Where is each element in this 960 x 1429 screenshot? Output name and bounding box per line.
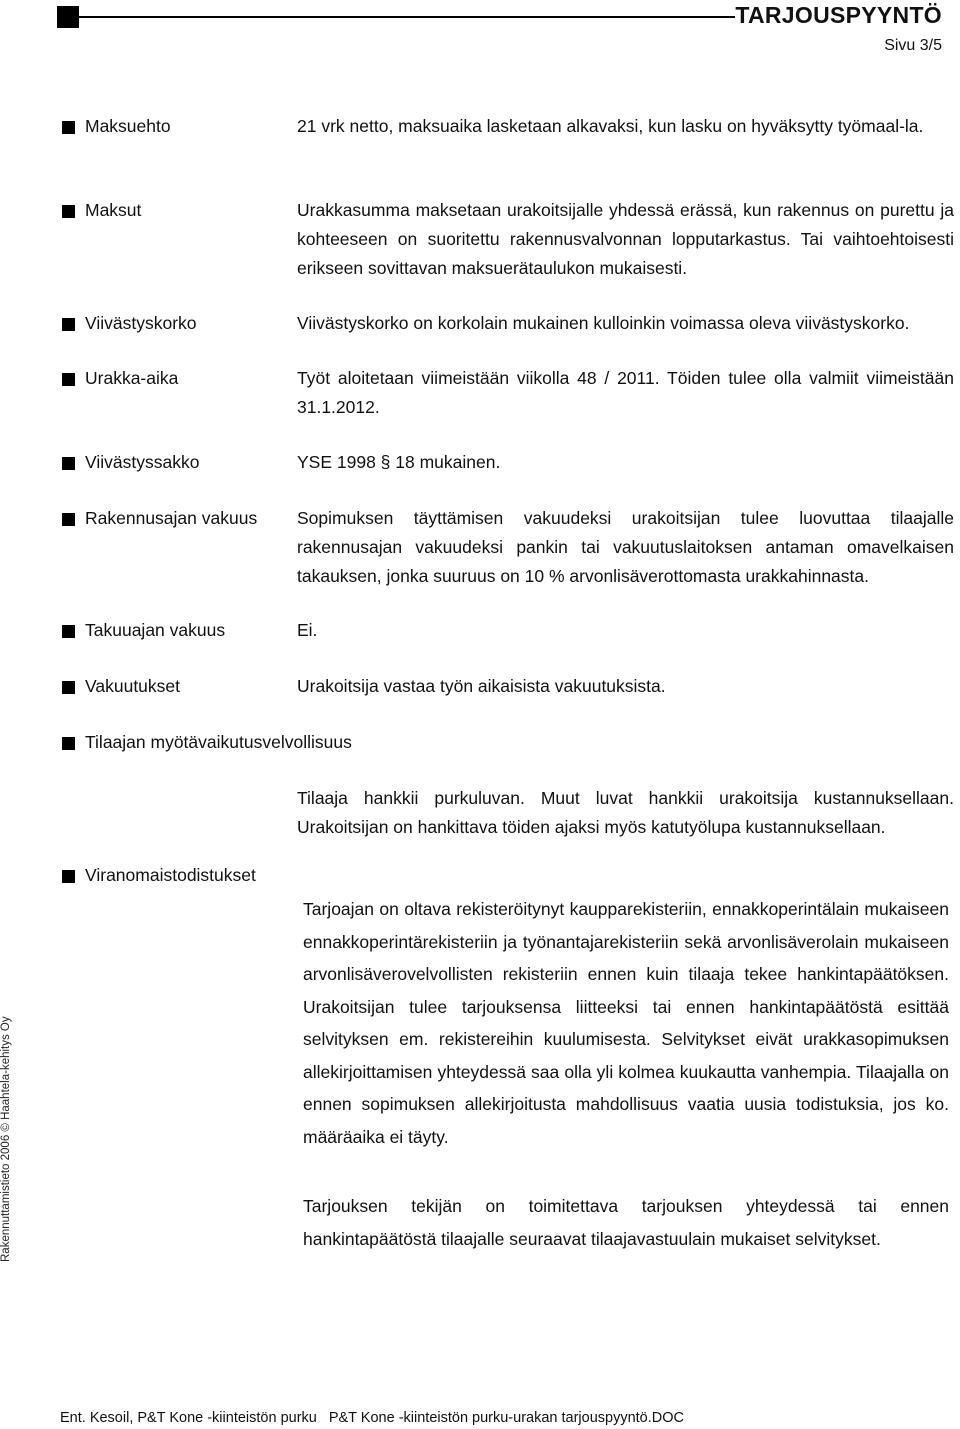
section-label-maksut: Maksut — [85, 200, 142, 220]
section-text-viranomaistodistukset-1: Tarjoajan on oltava rekisteröitynyt kaupparekisteriin, ennakkoperintälain mukaiseen ennakkoperintärekisteriin ja työnantajarekisteriin sekä arvonlisäverolain mukaiseen arvonlisäverovelvollisten rekisteriin ennen kuin tilaaja tekee hankintapäätöksen. Urakoitsijan tulee tarjouksensa liitteeksi tai ennen hankintapäätöstä esittää selvityksen em. rekistereihin kuulumisesta. Selvitykset eivät urakkasopimuksen allekirjoittamisen yhteydessä saa olla yli kolmea kuukautta vanhempia. Tilaajalla on ennen sopimuksen allekirjoitusta mahdollisuus vaatia uusia todistuksia, jos ko. määräaika ei täyty. — [303, 899, 949, 1147]
sidebar-credit: Rakennuttamistieto 2006 © Haahtela-kehitys Oy — [0, 1016, 12, 1262]
section-label-viivastyskorko: Viivästyskorko — [85, 313, 197, 333]
bullet-icon — [62, 870, 75, 883]
section-text-maksuehto: 21 vrk netto, maksuaika lasketaan alkavaksi, kun lasku on hyväksytty työmaal-la. — [297, 116, 924, 136]
section-label-vakuutukset: Vakuutukset — [85, 676, 181, 696]
bullet-icon — [62, 513, 75, 526]
section-text-urakka-aika: Työt aloitetaan viimeistään viikolla 48 / 2011. Töiden tulee olla valmiit viimeistään 31.1.2012. — [297, 368, 954, 417]
section-text-viivastyskorko: Viivästyskorko on korkolain mukainen kulloinkin voimassa oleva viivästyskorko. — [297, 313, 910, 333]
section-text-vakuutukset: Urakoitsija vastaa työn aikaisista vakuutuksista. — [297, 676, 666, 696]
bullet-icon — [62, 457, 75, 470]
document-title: TARJOUSPYYNTÖ — [735, 2, 942, 28]
section-label-urakka-aika: Urakka-aika — [85, 368, 179, 388]
section-label-rakennusajan-vakuus: Rakennusajan vakuus — [85, 508, 258, 528]
section-text-viranomaistodistukset-2: Tarjouksen tekijän on toimitettava tarjouksen yhteydessä tai ennen hankintapäätöstä tilaajalle seuraavat tilaajavastuulain mukaiset selvitykset. — [303, 1196, 949, 1249]
footer — [60, 1410, 696, 1426]
header-rule — [79, 16, 735, 18]
section-label-viivastyssakko: Viivästyssakko — [85, 452, 200, 472]
bullet-icon — [62, 318, 75, 331]
footer-right: P&T Kone -kiinteistön purku-urakan tarjouspyyntö.DOC — [328, 1410, 684, 1426]
bullet-icon — [62, 205, 75, 218]
footer-left: Ent. Kesoil, P&T Kone -kiinteistön purku — [60, 1410, 317, 1426]
bullet-icon — [62, 121, 75, 134]
bullet-icon — [62, 681, 75, 694]
header-square-icon — [57, 6, 79, 28]
page-number: Sivu 3/5 — [884, 37, 942, 54]
section-label-maksuehto: Maksuehto — [85, 116, 171, 136]
section-label-viranomaistodistukset: Viranomaistodistukset — [85, 865, 256, 885]
section-text-viivastyssakko: YSE 1998 § 18 mukainen. — [297, 452, 501, 472]
bullet-icon — [62, 737, 75, 750]
bullet-icon — [62, 625, 75, 638]
section-label-tilaajan-myotavaikutus: Tilaajan myötävaikutusvelvollisuus — [85, 732, 352, 752]
section-label-takuuajan-vakuus: Takuuajan vakuus — [85, 620, 226, 640]
section-text-maksut: Urakkasumma maksetaan urakoitsijalle yhdessä erässä, kun rakennus on purettu ja kohteeseen on suoritettu rakennusvalvonnan lopputarkastus. Tai vaihtoehtoisesti erikseen sovittavan maksuerätaulukon mukaisesti. — [297, 200, 954, 278]
bullet-icon — [62, 373, 75, 386]
section-text-rakennusajan-vakuus: Sopimuksen täyttämisen vakuudeksi urakoitsijan tulee luovuttaa tilaajalle rakennusajan vakuudeksi pankin tai vakuutuslaitoksen antaman omavelkaisen takauksen, jonka suuruus on 10 % arvonlisäverottomasta urakkahinnasta. — [297, 508, 954, 586]
section-text-takuuajan-vakuus: Ei. — [297, 620, 318, 640]
section-text-tilaajan-myotavaikutus: Tilaaja hankkii purkuluvan. Muut luvat hankkii urakoitsija kustannuksellaan. Urakoitsijan on hankittava töiden ajaksi myös katutyölupa kustannuksellaan. — [297, 788, 954, 837]
